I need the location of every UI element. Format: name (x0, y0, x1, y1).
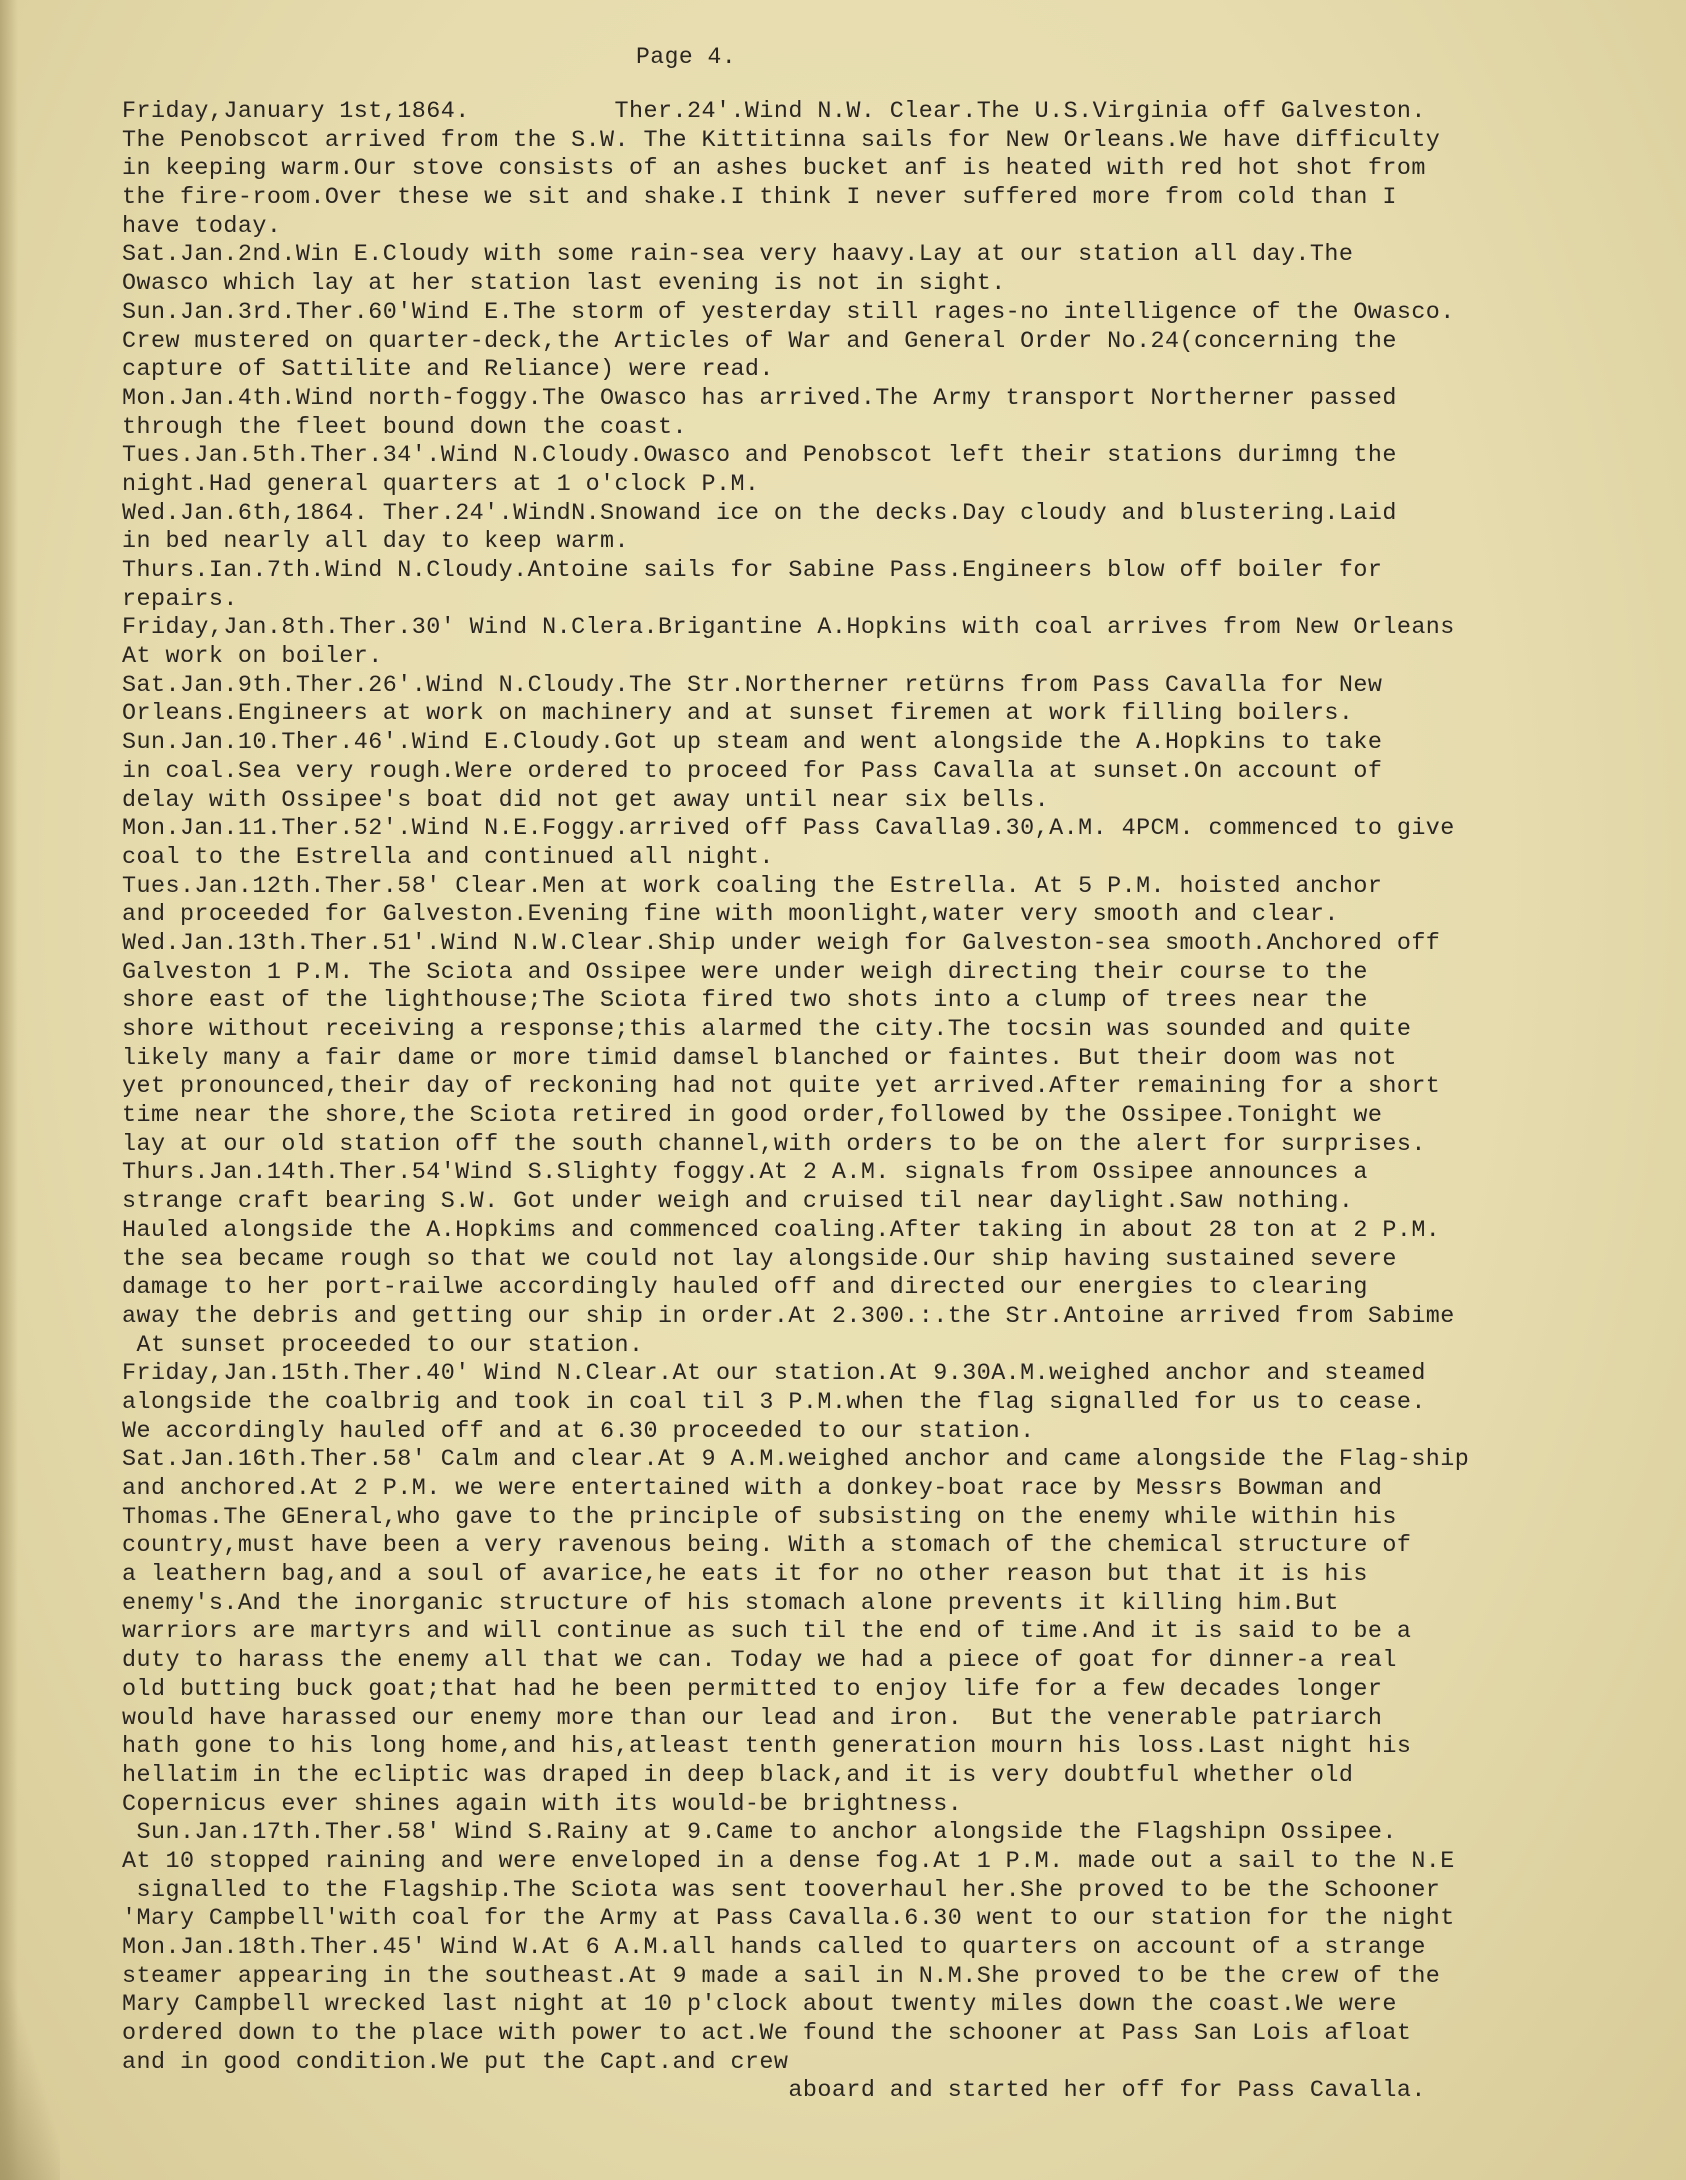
text-line: Wed.Jan.6th,1864. Ther.24'.WindN.Snowand ice on the decks.Day cloudy and blustering.Laid (122, 500, 1397, 527)
text-line: warriors are martyrs and will continue as such til the end of time.And it is said to be a (122, 1619, 1412, 1646)
text-line: signalled to the Flagship.The Sciota was sent tooverhaul her.She proved to be the Schooner (122, 1877, 1441, 1904)
text-line: hath gone to his long home,and his,atleast tenth generation mourn his loss.Last night his (122, 1734, 1412, 1761)
text-line: likely many a fair dame or more timid damsel blanched or faintes. But their doom was not (122, 1045, 1397, 1072)
text-line: time near the shore,the Sciota retired in good order,followed by the Ossipee.Tonight we (122, 1103, 1383, 1130)
text-line: delay with Ossipee's boat did not get away until near six bells. (122, 787, 1050, 814)
text-line: Mon.Jan.11.Ther.52'.Wind N.E.Foggy.arrived off Pass Cavalla9.30,A.M. 4PCM. commenced to give (122, 816, 1455, 843)
text-line: and proceeded for Galveston.Evening fine with moonlight,water very smooth and clear. (122, 902, 1339, 929)
text-line: strange craft bearing S.W. Got under weigh and cruised til near daylight.Saw nothing. (122, 1189, 1354, 1216)
text-line: Friday,Jan.8th.Ther.30' Wind N.Clera.Brigantine A.Hopkins with coal arrives from New Orleans (122, 615, 1455, 642)
text-line: country,must have been a very ravenous being. With a stomach of the chemical structure of (122, 1533, 1412, 1560)
paper-edge-shadow (0, 0, 18, 2180)
text-line: steamer appearing in the southeast.At 9 made a sail in N.M.She proved to be the crew of the (122, 1963, 1441, 1990)
text-line: Thurs.Jan.14th.Ther.54'Wind S.Slighty foggy.At 2 A.M. signals from Ossipee announces a (122, 1160, 1368, 1187)
text-line: Owasco which lay at her station last evening is not in sight. (122, 271, 1006, 298)
text-line: Sun.Jan.3rd.Ther.60'Wind E.The storm of yesterday still rages-no intelligence of the Owasco. (122, 299, 1455, 326)
text-line: the fire-room.Over these we sit and shake.I think I never suffered more from cold than I (122, 185, 1397, 212)
text-line: Sun.Jan.17th.Ther.58' Wind S.Rainy at 9.Came to anchor alongside the Flagshipn Ossipee. (122, 1820, 1397, 1847)
text-line: Sat.Jan.9th.Ther.26'.Wind N.Cloudy.The Str.Northerner retürns from Pass Cavalla for New (122, 672, 1383, 699)
text-line: Sat.Jan.16th.Ther.58' Calm and clear.At 9 A.M.weighed anchor and came alongside the Flag-ship (122, 1447, 1470, 1474)
text-line: capture of Sattilite and Reliance) were read. (122, 357, 774, 384)
text-line: Friday,January 1st,1864. Ther.24'.Wind N.W. Clear.The U.S.Virginia off Galveston. (122, 99, 1426, 125)
text-line: away the debris and getting our ship in order.At 2.300.:.the Str.Antoine arrived from Sabime (122, 1303, 1455, 1330)
text-line: Tues.Jan.5th.Ther.34'.Wind N.Cloudy.Owasco and Penobscot left their stations durimng the (122, 443, 1397, 470)
text-line: hellatim in the ecliptic was draped in deep black,and it is very doubtful whether old (122, 1762, 1354, 1789)
text-line: Wed.Jan.13th.Ther.51'.Wind N.W.Clear.Ship under weigh for Galveston-sea smooth.Anchored off (122, 930, 1441, 957)
text-line: duty to harass the enemy all that we can. Today we had a piece of goat for dinner-a real (122, 1648, 1397, 1675)
diary-text-body (122, 98, 1662, 2106)
text-line: Galveston 1 P.M. The Sciota and Ossipee were under weigh directing their course to the (122, 959, 1368, 986)
page-number: Page 4. (636, 44, 737, 70)
text-line: aboard and started her off for Pass Cavalla. (122, 2078, 1426, 2105)
text-line: Mon.Jan.18th.Ther.45' Wind W.At 6 A.M.all hands called to quarters on account of a strange (122, 1935, 1426, 1961)
text-line: The Penobscot arrived from the S.W. The Kittitinna sails for New Orleans.We have difficulty (122, 127, 1441, 154)
text-line: Sun.Jan.10.Ther.46'.Wind E.Cloudy.Got up steam and went alongside the A.Hopkins to take (122, 730, 1383, 757)
text-line: Copernicus ever shines again with its would-be brightness. (122, 1791, 963, 1818)
text-line: Tues.Jan.12th.Ther.58' Clear.Men at work coaling the Estrella. At 5 P.M. hoisted anchor (122, 873, 1383, 900)
text-line: repairs. (122, 586, 238, 613)
text-line: At 10 stopped raining and were enveloped in a dense fog.At 1 P.M. made out a sail to the N.E (122, 1848, 1455, 1875)
text-line: damage to her port-railwe accordingly hauled off and directed our energies to clearing (122, 1275, 1368, 1302)
text-line: in coal.Sea very rough.Were ordered to proceed for Pass Cavalla at sunset.On account of (122, 758, 1383, 785)
text-line: and anchored.At 2 P.M. we were entertained with a donkey-boat race by Messrs Bowman and (122, 1476, 1383, 1502)
text-line: At sunset proceeded to our station. (122, 1332, 644, 1359)
text-line: would have harassed our enemy more than our lead and iron. But the venerable patriarch (122, 1705, 1383, 1732)
text-line: Thomas.The GEneral,who gave to the principle of subsisting on the enemy while within his (122, 1504, 1397, 1531)
text-line: in keeping warm.Our stove consists of an ashes bucket anf is heated with red hot shot from (122, 156, 1426, 183)
text-line: lay at our old station off the south channel,with orders to be on the alert for surprises. (122, 1131, 1426, 1158)
text-line: alongside the coalbrig and took in coal til 3 P.M.when the flag signalled for us to cease. (122, 1389, 1426, 1416)
text-line: enemy's.And the inorganic structure of his stomach alone prevents it killing him.But (122, 1590, 1339, 1617)
text-line: coal to the Estrella and continued all night. (122, 844, 774, 871)
paper-corner-wear (0, 1980, 60, 2180)
text-line: the sea became rough so that we could not lay alongside.Our ship having sustained severe (122, 1246, 1397, 1273)
text-line: shore without receiving a response;this alarmed the city.The tocsin was sounded and quite (122, 1017, 1412, 1043)
text-line: Mon.Jan.4th.Wind north-foggy.The Owasco has arrived.The Army transport Northerner passed (122, 385, 1397, 412)
text-line: old butting buck goat;that had he been permitted to enjoy life for a few decades longer (122, 1676, 1383, 1703)
text-line: Hauled alongside the A.Hopkims and commenced coaling.After taking in about 28 ton at 2 P.M. (122, 1217, 1441, 1244)
text-line: in bed nearly all day to keep warm. (122, 529, 630, 556)
text-line: Mary Campbell wrecked last night at 10 p'clock about twenty miles down the coast.We were (122, 1992, 1397, 2019)
text-line: At work on boiler. (122, 644, 383, 671)
text-line: Crew mustered on quarter-deck,the Articles of War and General Order No.24(concerning the (122, 328, 1397, 355)
text-line: Friday,Jan.15th.Ther.40' Wind N.Clear.At our station.At 9.30A.M.weighed anchor and steamed (122, 1361, 1426, 1388)
text-line: a leathern bag,and a soul of avarice,he eats it for no other reason but that it is his (122, 1562, 1368, 1589)
text-line: shore east of the lighthouse;The Sciota fired two shots into a clump of trees near the (122, 988, 1368, 1015)
text-line: and in good condition.We put the Capt.and crew (122, 2049, 789, 2076)
text-line: ordered down to the place with power to act.We found the schooner at Pass San Lois afloat (122, 2021, 1412, 2048)
text-line: We accordingly hauled off and at 6.30 proceeded to our station. (122, 1418, 1035, 1445)
text-line: through the fleet bound down the coast. (122, 414, 687, 441)
text-line: night.Had general quarters at 1 o'clock P.M. (122, 471, 760, 498)
text-line: Sat.Jan.2nd.Win E.Cloudy with some rain-sea very haavy.Lay at our station all day.The (122, 242, 1354, 269)
text-line: yet pronounced,their day of reckoning had not quite yet arrived.After remaining for a short (122, 1074, 1441, 1101)
text-line: 'Mary Campbell'with coal for the Army at Pass Cavalla.6.30 went to our station for the night (122, 1906, 1455, 1933)
text-line: Thurs.Ian.7th.Wind N.Cloudy.Antoine sails for Sabine Pass.Engineers blow off boiler for (122, 558, 1383, 584)
text-line: have today. (122, 213, 282, 240)
text-line: Orleans.Engineers at work on machinery and at sunset firemen at work filling boilers. (122, 701, 1354, 728)
